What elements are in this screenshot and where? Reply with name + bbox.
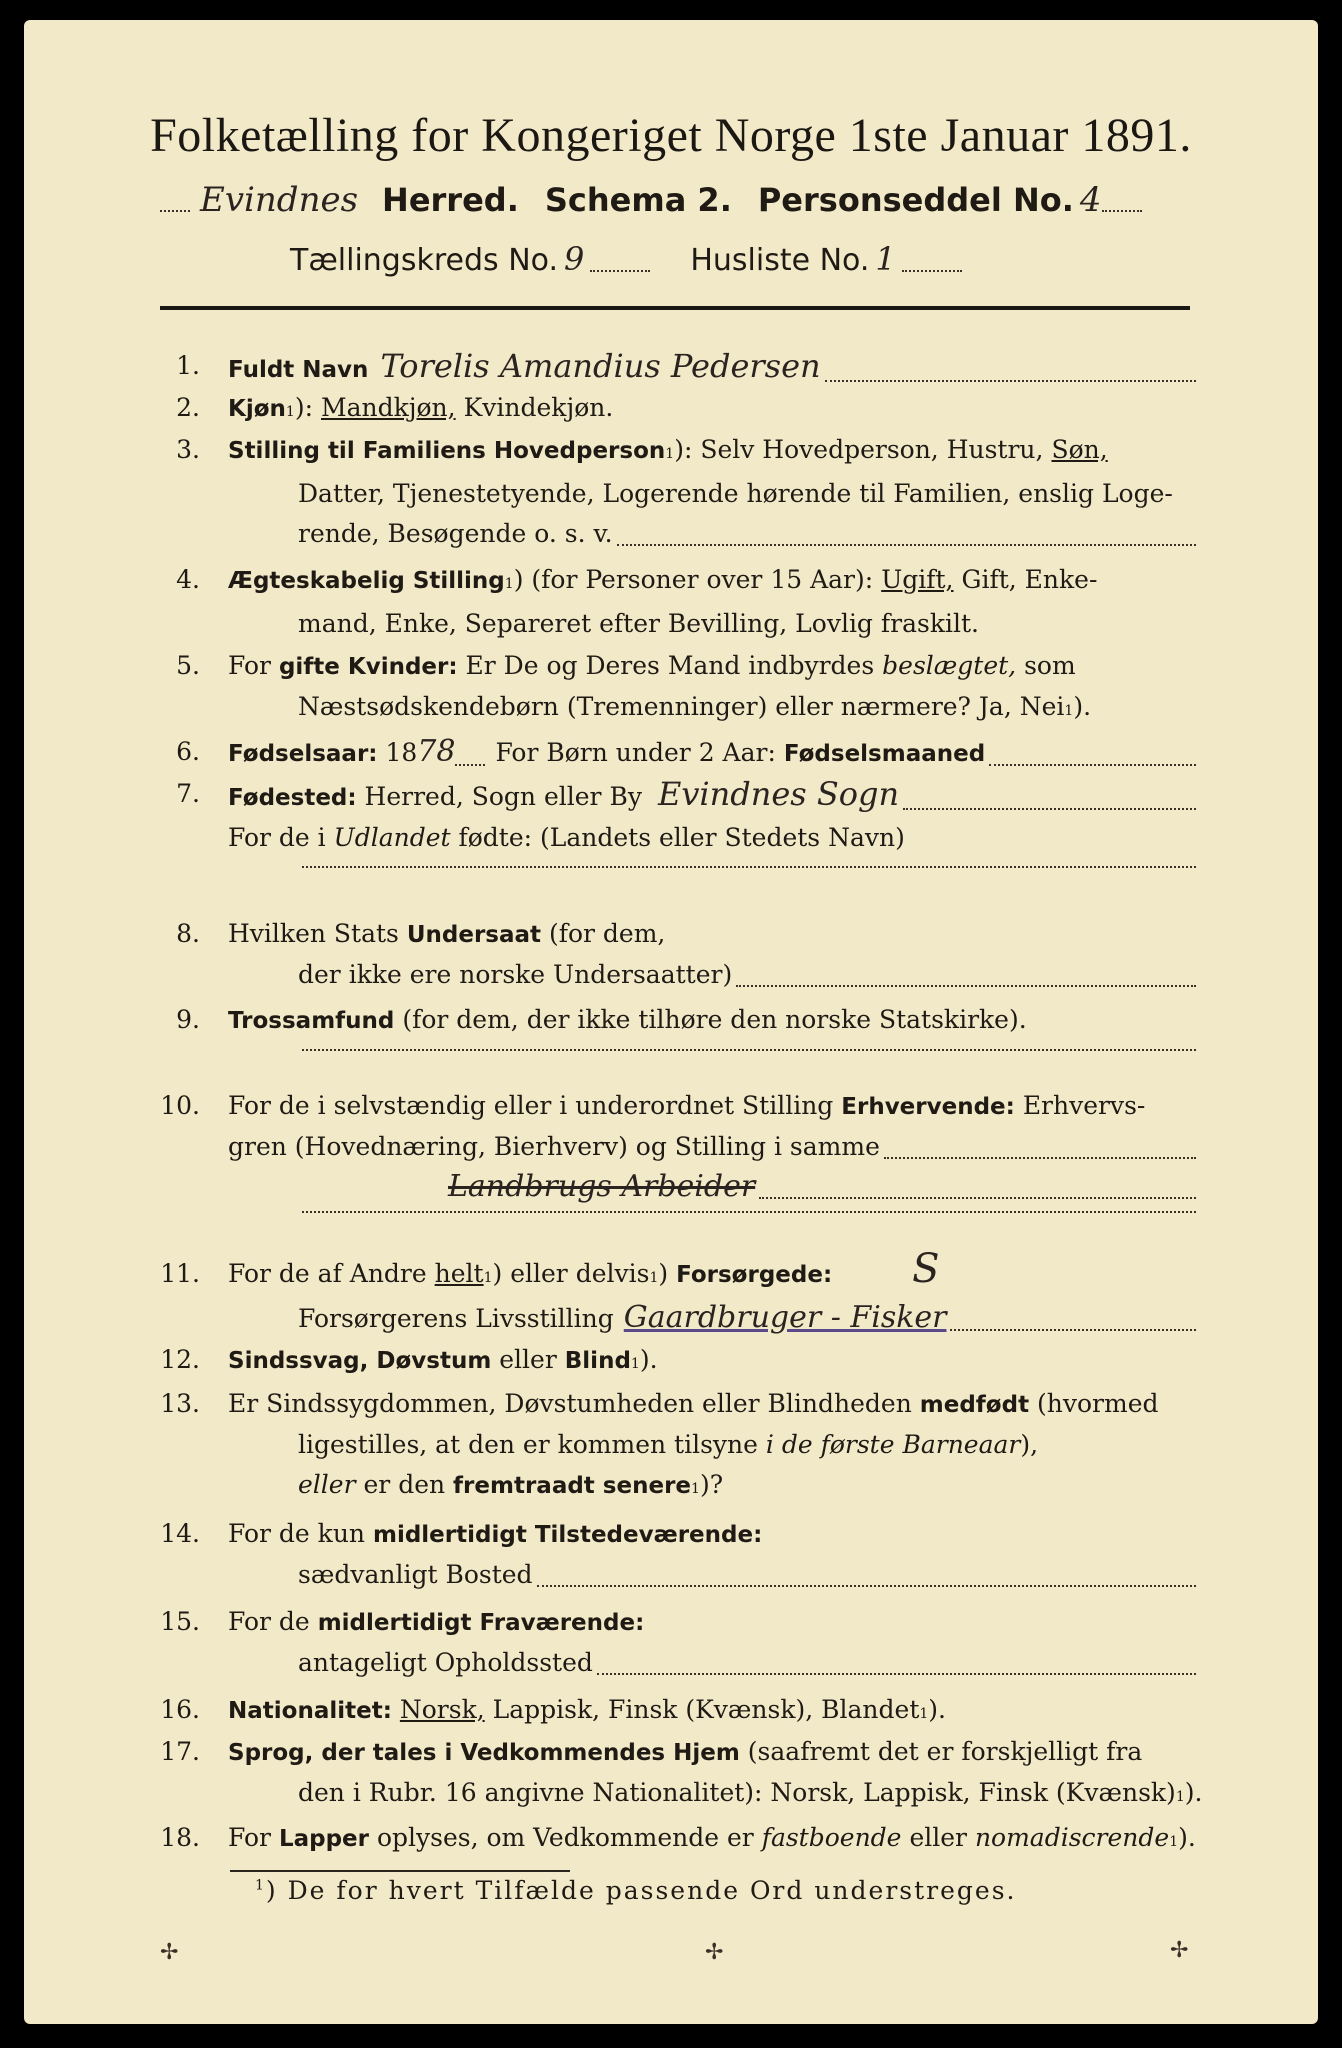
- item-label: Stilling til Familiens Hovedperson: [228, 438, 666, 464]
- item-text: Er De og Deres Mand indbyrdes: [465, 651, 875, 680]
- item-number: 7.: [176, 779, 200, 808]
- item-label: Lapper: [278, 1826, 369, 1852]
- item-text: Hvilken Stats: [228, 919, 399, 948]
- item-text: eller: [909, 1823, 967, 1852]
- item-number: 13.: [160, 1389, 200, 1418]
- margin-mark: S: [912, 1246, 940, 1292]
- item-label: Fødested:: [228, 785, 357, 811]
- item-text: der ikke ere norske Undersaatter): [298, 960, 733, 989]
- provider-occupation-value: Gaardbruger - Fisker: [623, 1300, 947, 1335]
- item-text: For Børn under 2 Aar:: [495, 738, 776, 767]
- kreds-line: [290, 240, 962, 278]
- item-number: 2.: [176, 393, 200, 422]
- item-text: Erhvervs-: [1022, 1091, 1146, 1120]
- header-rule: [160, 306, 1190, 310]
- item-text: For de i selvstændig eller i underordnet Stilling: [228, 1091, 834, 1120]
- item-label: Nationalitet:: [228, 1698, 392, 1724]
- item-number: 9.: [176, 1005, 200, 1034]
- item-label: gifte Kvinder:: [278, 654, 458, 680]
- kreds-value: 9: [564, 240, 585, 278]
- item-number: 11.: [160, 1259, 200, 1288]
- footnote-ref: 1: [285, 404, 295, 420]
- option-norsk: Norsk,: [399, 1695, 485, 1724]
- item-text: mand, Enke, Separeret efter Bevilling, Lovlig fraskilt.: [298, 609, 979, 638]
- husliste-value: 1: [875, 240, 896, 278]
- item-text: For: [228, 1823, 271, 1852]
- item-label: Sindssvag, Døvstum: [228, 1348, 492, 1374]
- kreds-label: Tællingskreds No.: [290, 243, 558, 278]
- birthplace-value: Evindnes Sogn: [657, 775, 900, 813]
- footnote-separator: [230, 1870, 570, 1872]
- item-number: 5.: [176, 651, 200, 680]
- item-label: fremtraadt senere: [453, 1473, 692, 1499]
- item-text: beslægtet,: [882, 651, 1017, 680]
- item-text: ),: [1020, 1430, 1039, 1459]
- item-number: 10.: [160, 1091, 200, 1120]
- item-text: ) eller delvis: [492, 1259, 650, 1288]
- item-number: 17.: [160, 1737, 200, 1766]
- option-helt: helt: [434, 1259, 484, 1288]
- footnote: [255, 1876, 1016, 1905]
- item-text: For de i: [228, 823, 326, 852]
- option-son: Søn,: [1051, 435, 1108, 464]
- item-label: Ægteskabelig Stilling: [228, 568, 505, 594]
- item-text: nomadiscrende: [974, 1823, 1170, 1852]
- item-number: 3.: [176, 435, 200, 464]
- birth-year-value: 78: [417, 734, 456, 769]
- item-text: Forsørgerens Livsstilling: [298, 1304, 614, 1333]
- item-label: Erhvervende:: [841, 1094, 1015, 1120]
- item-number: 16.: [160, 1695, 200, 1724]
- item-text: er den: [363, 1470, 446, 1499]
- item-text: )?: [699, 1470, 724, 1499]
- item-text: i de første Barneaar: [765, 1430, 1021, 1459]
- item-label: Fuldt Navn: [228, 357, 369, 383]
- item-text: (hvormed: [1037, 1389, 1159, 1418]
- corner-mark-left: ✢: [160, 1940, 179, 1965]
- occupation-value-struck: Landbrugs Arbeider: [448, 1169, 756, 1204]
- item-text: eller: [298, 1470, 356, 1499]
- herred-value: Evindnes: [200, 180, 359, 220]
- item-number: 12.: [160, 1345, 200, 1374]
- item-text: For de: [228, 1607, 310, 1636]
- herred-line: [160, 180, 1190, 220]
- item-text: Selv Hovedperson, Hustru,: [700, 435, 1044, 464]
- husliste-label: Husliste No.: [690, 243, 870, 278]
- item-text: oplyses, om Vedkommende er: [376, 1823, 754, 1852]
- personseddel-value: 4: [1079, 180, 1102, 220]
- item-text: rende, Besøgende o. s. v.: [298, 519, 613, 548]
- item-text: (for dem,: [548, 919, 666, 948]
- item-text: eller: [499, 1345, 557, 1374]
- item-text: For de af Andre: [228, 1259, 427, 1288]
- item-text: Udlandet: [333, 823, 451, 852]
- item-label: Fødselsmaaned: [783, 741, 986, 767]
- item-text: For de kun: [228, 1519, 366, 1548]
- option-ugift: Ugift,: [881, 565, 954, 594]
- corner-mark-right: ✢: [1170, 1938, 1189, 1963]
- corner-mark-center: ✢: [705, 1940, 724, 1965]
- item-text: ).: [639, 1345, 658, 1374]
- full-name-value: Torelis Amandius Pedersen: [380, 347, 821, 385]
- item-label: Forsørgede:: [676, 1262, 833, 1288]
- item-text: Er Sindssygdommen, Døvstumheden eller Blindheden: [228, 1389, 912, 1418]
- item-text: fødte: (Landets eller Stedets Navn): [458, 823, 905, 852]
- item-label: Sprog, der tales i Vedkommendes Hjem: [228, 1740, 740, 1766]
- item-label: Undersaat: [406, 922, 542, 948]
- item-text: ):: [294, 393, 313, 422]
- item-text: sædvanligt Bosted: [298, 1560, 533, 1589]
- item-text: Datter, Tjenestetyende, Logerende hørende til Familien, enslig Loge-: [298, 479, 1173, 508]
- item-text: ligestilles, at den er kommen tilsyne: [298, 1430, 758, 1459]
- item-text: fastboende: [761, 1823, 902, 1852]
- item-number: 15.: [160, 1607, 200, 1636]
- item-text: (saafremt det er forskjelligt fra: [747, 1737, 1143, 1766]
- item-number: 14.: [160, 1519, 200, 1548]
- item-text: For: [228, 651, 271, 680]
- item-text: gren (Hovednæring, Bierhverv) og Stilling i samme: [228, 1132, 880, 1161]
- item-number: 8.: [176, 919, 200, 948]
- item-text: Gift, Enke-: [961, 565, 1098, 594]
- item-text: (for dem, der ikke tilhøre den norske Statskirke).: [402, 1005, 1027, 1034]
- item-text: ) (for Personer over 15 Aar):: [513, 565, 874, 594]
- item-label: Trossamfund: [228, 1008, 395, 1034]
- item-label: Fødselsaar:: [228, 741, 378, 767]
- schema-label: Schema 2.: [544, 181, 732, 219]
- item-text: som: [1024, 651, 1076, 680]
- item-text: Næstsødskendebørn (Tremenninger) eller nærmere? Ja, Nei: [298, 692, 1065, 721]
- item-label: Blind: [564, 1348, 631, 1374]
- item-number: 6.: [176, 737, 200, 766]
- footnote-text: ) De for hvert Tilfælde passende Ord understreges.: [265, 1876, 1017, 1905]
- item-text: antageligt Opholdssted: [298, 1648, 593, 1677]
- herred-label: Herred.: [382, 181, 519, 219]
- item-number: 4.: [176, 565, 200, 594]
- form-title: Folketælling for Kongeriget Norge 1ste Januar 1891.: [150, 109, 1192, 162]
- birth-year-prefix: 18: [385, 738, 418, 767]
- item-text: Lappisk, Finsk (Kvænsk), Blandet: [492, 1695, 920, 1724]
- personseddel-label: Personseddel No.: [757, 181, 1074, 219]
- option-mandkjon: Mandkjøn,: [321, 393, 456, 422]
- option-kvindekjon: Kvindekjøn.: [463, 393, 614, 422]
- item-label: medfødt: [919, 1392, 1030, 1418]
- item-text: den i Rubr. 16 angivne Nationalitet): Norsk, Lappisk, Finsk (Kvænsk): [298, 1778, 1176, 1807]
- item-number: 18.: [160, 1823, 200, 1852]
- item-label: midlertidigt Tilstedeværende:: [372, 1522, 763, 1548]
- item-label: midlertidigt Fraværende:: [317, 1610, 645, 1636]
- item-label: Kjøn: [228, 396, 286, 422]
- footnote-marker: 1: [255, 1877, 266, 1894]
- item-text: Herred, Sogn eller By: [364, 782, 642, 811]
- item-number: 1.: [176, 351, 200, 380]
